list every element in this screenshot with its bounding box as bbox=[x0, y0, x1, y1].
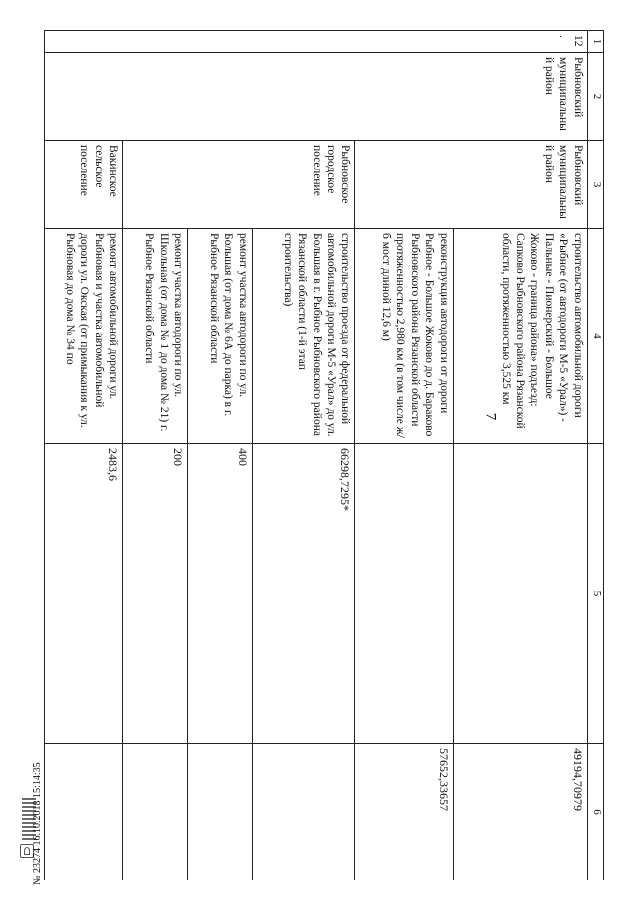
header-cell: 2 bbox=[587, 53, 603, 141]
value-col5-cell: 66298,7295* bbox=[252, 444, 355, 744]
district-cell: Рыбновский муниципальный район bbox=[45, 53, 588, 141]
header-cell: 6 bbox=[587, 744, 603, 881]
settlement-cell: Рыбновское городское поселение bbox=[123, 141, 355, 229]
stamp-text: № 23274 16.10.2018 15:14:35 bbox=[32, 762, 43, 885]
value-col5-cell: 2483,6 bbox=[45, 444, 123, 744]
description-cell: реконструкция автодороги от дороги Рыбное - Большое Жоково до д. Бараково Рыбновского района Рязанской области протяженностью 2,980 км (в том числе ж/б мост длиной 12,6 м) bbox=[355, 229, 453, 444]
value-col6-cell bbox=[187, 744, 252, 881]
header-cell: 4 bbox=[587, 229, 603, 444]
description-cell: ремонт автомобильной дороги ул. Рыбновая и участка автомобильной дороги ул. Окская (от примыкания к ул. Рыбновая до дома № 34 по bbox=[45, 229, 123, 444]
value-col6-cell: 49194,70979 bbox=[453, 744, 587, 881]
table-row bbox=[45, 31, 123, 881]
value-col5-cell bbox=[453, 444, 587, 744]
header-cell: 3 bbox=[587, 141, 603, 229]
description-cell: ремонт участка автодороги по ул. Школьная (от дома № 1 до дома № 21) г. Рыбное Рязанской области bbox=[123, 229, 188, 444]
table-header-row bbox=[587, 31, 603, 881]
table-container bbox=[44, 30, 604, 880]
settlement-cell: Рыбновский муниципальный район bbox=[355, 141, 587, 229]
budget-table bbox=[44, 30, 604, 880]
value-col5-cell: 400 bbox=[187, 444, 252, 744]
value-col6-cell: 57652,33657 bbox=[355, 744, 453, 881]
description-cell: строительство проезда от федеральной автомобильной дороги М-5 «Урал» до ул. Большая в г. Рыбное Рыбновского района Рязанской области (1-й этап строительства) bbox=[252, 229, 355, 444]
registration-stamp bbox=[10, 640, 44, 885]
table-row bbox=[252, 31, 355, 881]
value-col6-cell bbox=[252, 744, 355, 881]
description-cell: ремонт участка автодороги по ул. Большая (от дома № 6А до парка) в г. Рыбное Рязанской области bbox=[187, 229, 252, 444]
row-number-cell: 12. bbox=[45, 31, 588, 53]
description-cell: строительство автомобильной дороги «Рыбное (от автодороги М-5 «Урал») - Пальные - Пионерский - Большое Жоково - граница района» подъезд: Сапково Рыбновского района Рязанской области, протяженностью 3,525 км bbox=[453, 229, 587, 444]
value-col5-cell bbox=[355, 444, 453, 744]
header-cell: 5 bbox=[587, 444, 603, 744]
header-cell: 1 bbox=[587, 31, 603, 53]
page-number: 7 bbox=[482, 412, 499, 421]
value-col5-cell: 200 bbox=[123, 444, 188, 744]
table-row bbox=[453, 31, 587, 881]
value-col6-cell bbox=[45, 744, 123, 881]
settlement-cell: Вакинское сельское поселение bbox=[45, 141, 123, 229]
value-col6-cell bbox=[123, 744, 188, 881]
